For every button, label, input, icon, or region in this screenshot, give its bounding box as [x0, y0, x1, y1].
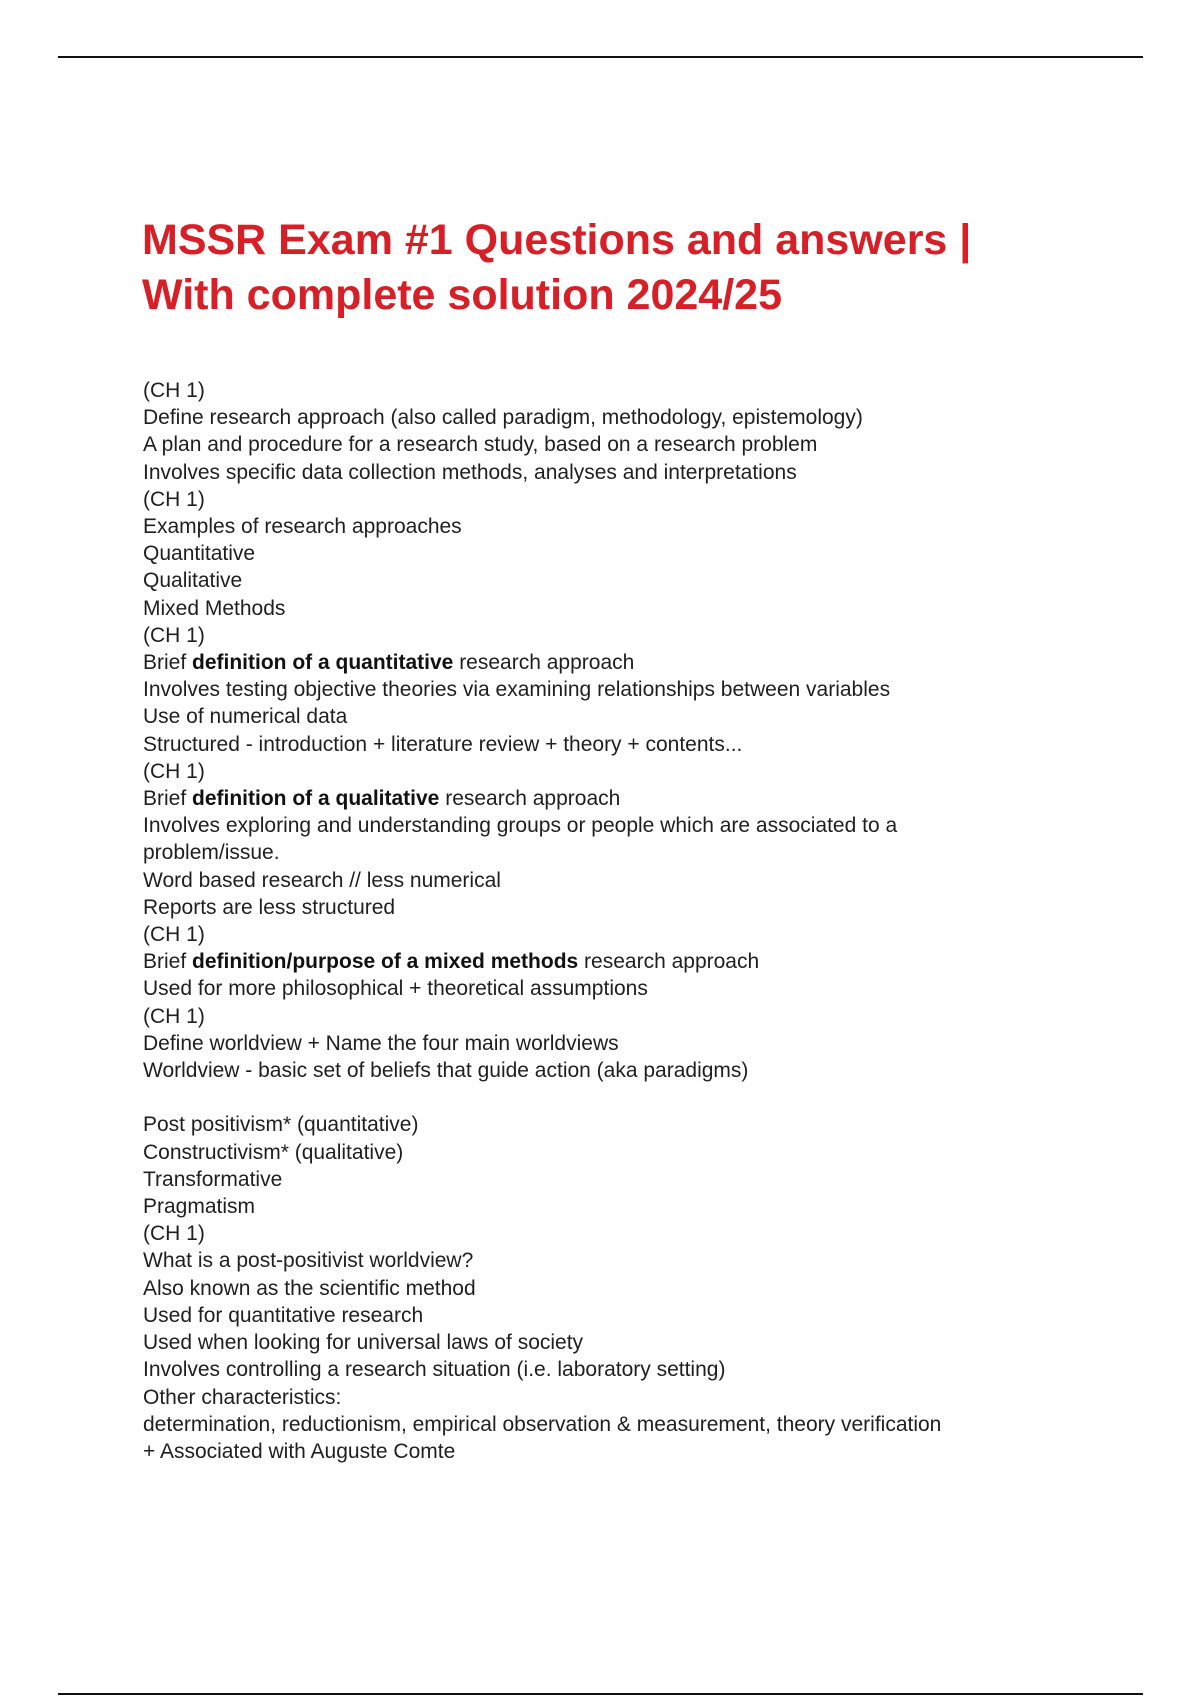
- text-line-prefix: Brief: [143, 651, 193, 675]
- text-line: Define research approach (also called paradigm, methodology, epistemology): [143, 406, 863, 430]
- title-line-1: MSSR Exam #1 Questions and answers |: [142, 216, 972, 264]
- text-line: Qualitative: [143, 569, 243, 593]
- text-line: [143, 785, 1103, 812]
- text-line: Pragmatism: [143, 1195, 256, 1219]
- bottom-rule: [58, 1693, 1143, 1695]
- text-line: Also known as the scientific method: [143, 1276, 476, 1300]
- text-line: Post positivism* (quantitative): [143, 1113, 419, 1137]
- text-line: (CH 1): [143, 1222, 205, 1246]
- text-line: [143, 1084, 1103, 1111]
- text-line: [143, 948, 1103, 975]
- text-line-suffix: research approach: [453, 651, 635, 675]
- text-line-suffix: research approach: [578, 950, 760, 974]
- text-line: Involves controlling a research situation (i.e. laboratory setting): [143, 1358, 726, 1382]
- text-line: Other characteristics:: [143, 1385, 342, 1409]
- document-body: [143, 377, 1103, 1465]
- text-line: (CH 1): [143, 487, 205, 511]
- text-line: Involves exploring and understanding groups or people which are associated to a: [143, 814, 898, 838]
- top-rule: [58, 56, 1143, 58]
- text-line: A plan and procedure for a research study, based on a research problem: [143, 433, 818, 457]
- text-line: problem/issue.: [143, 841, 280, 865]
- text-line: What is a post-positivist worldview?: [143, 1249, 474, 1273]
- text-line: (CH 1): [143, 759, 205, 783]
- title-line-2: With complete solution 2024/25: [142, 271, 782, 319]
- text-line: [143, 649, 1103, 676]
- text-line: Quantitative: [143, 542, 256, 566]
- text-line: Worldview - basic set of beliefs that guide action (aka paradigms): [143, 1059, 749, 1083]
- text-line: Constructivism* (qualitative): [143, 1140, 404, 1164]
- text-line: Mixed Methods: [143, 596, 286, 620]
- text-line: (CH 1): [143, 1004, 205, 1028]
- text-line: determination, reductionism, empirical observation & measurement, theory verification: [143, 1412, 942, 1436]
- text-line: Used when looking for universal laws of society: [143, 1331, 584, 1355]
- text-line: Word based research // less numerical: [143, 868, 501, 892]
- text-line: Use of numerical data: [143, 705, 348, 729]
- text-line: Examples of research approaches: [143, 515, 462, 539]
- text-line: Involves specific data collection methods, analyses and interpretations: [143, 460, 797, 484]
- text-line-emphasis: definition of a qualitative: [192, 787, 440, 811]
- text-line: Reports are less structured: [143, 895, 396, 919]
- text-line: Used for quantitative research: [143, 1303, 424, 1327]
- text-line: Involves testing objective theories via examining relationships between variables: [143, 678, 891, 702]
- text-line: (CH 1): [143, 623, 205, 647]
- text-line: Structured - introduction + literature review + theory + contents...: [143, 732, 743, 756]
- text-line: + Associated with Auguste Comte: [143, 1439, 456, 1463]
- text-line: Transformative: [143, 1167, 283, 1191]
- text-line: (CH 1): [143, 923, 205, 947]
- text-line-suffix: research approach: [439, 787, 621, 811]
- text-line-prefix: Brief: [143, 950, 193, 974]
- text-line: Define worldview + Name the four main worldviews: [143, 1031, 619, 1055]
- document-title: [142, 213, 1102, 323]
- text-line: (CH 1): [143, 379, 205, 402]
- text-line-prefix: Brief: [143, 787, 193, 811]
- text-line: Used for more philosophical + theoretical assumptions: [143, 977, 648, 1001]
- text-line-emphasis: definition/purpose of a mixed methods: [192, 950, 579, 974]
- text-line-emphasis: definition of a quantitative: [192, 651, 454, 675]
